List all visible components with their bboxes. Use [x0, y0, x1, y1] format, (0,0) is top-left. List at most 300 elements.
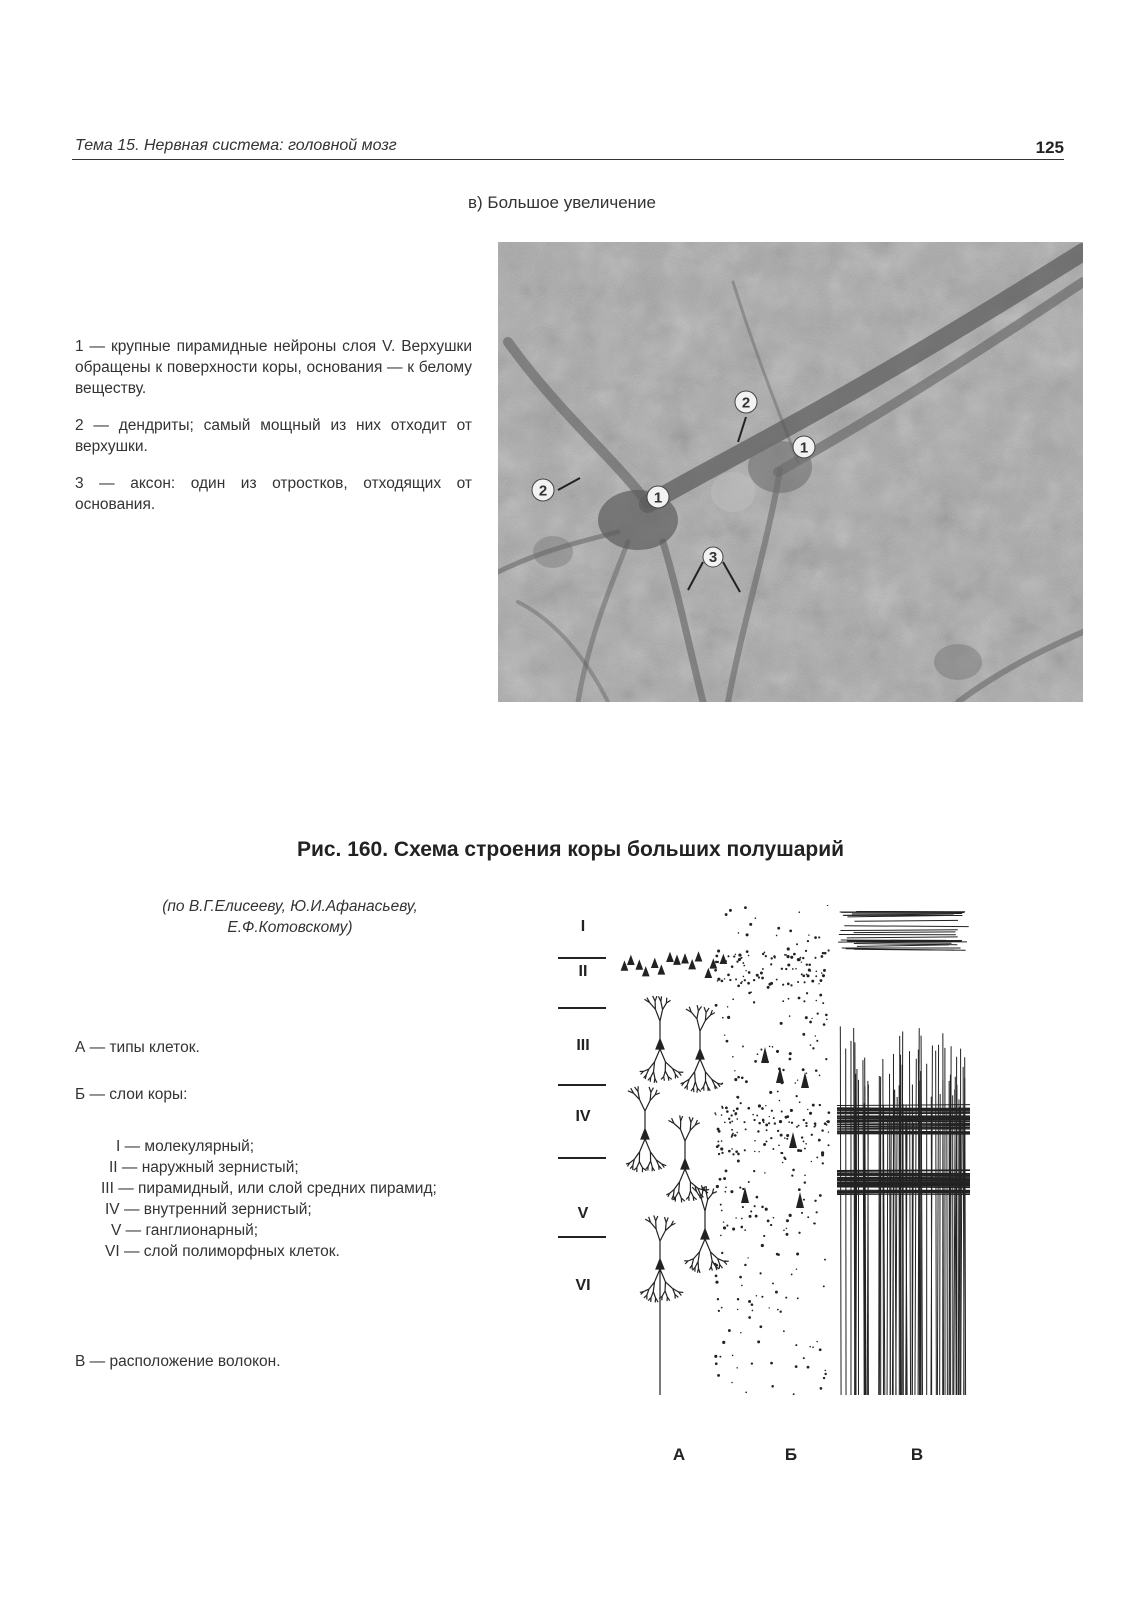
cell-dot [811, 1018, 812, 1019]
cell-dot [767, 986, 770, 989]
dendrite [645, 1100, 650, 1111]
cell-dot [802, 974, 805, 977]
dendrite [660, 1231, 665, 1241]
cell-dot [762, 968, 764, 970]
cell-dot [731, 1136, 733, 1138]
cell-dot [788, 998, 790, 1000]
stria-fiber [837, 1109, 970, 1110]
dendrite [698, 1006, 701, 1010]
cell-dot [758, 1151, 759, 1152]
cell-dot [772, 1283, 774, 1285]
cell-dot [806, 963, 808, 965]
cell-dot [789, 1052, 792, 1055]
cell-dot [742, 962, 744, 964]
cell-dot [789, 1058, 792, 1061]
cell-dot [748, 1300, 751, 1303]
cell-dot [744, 979, 746, 981]
dendrite [691, 1117, 693, 1122]
cell-dot [814, 1122, 817, 1125]
stria-fiber [837, 1191, 970, 1192]
layer-label-2: II [578, 963, 588, 980]
dendrite [656, 1216, 658, 1221]
cell-dot [818, 983, 819, 984]
cell-dot [769, 1046, 771, 1048]
dendrite [697, 1011, 698, 1019]
cell-dot [771, 1110, 773, 1112]
large-pyramid [796, 1192, 804, 1208]
cell-dot [781, 1111, 783, 1113]
cell-dot [763, 1143, 766, 1146]
cell-dot [803, 1357, 805, 1359]
layer-label-4: IV [575, 1108, 591, 1125]
layer-item-1: I — молекулярный; [116, 1138, 255, 1155]
cell-dot [744, 1264, 746, 1266]
cell-dot [805, 950, 807, 952]
cell-dot [732, 998, 734, 1000]
cell-dot [770, 963, 772, 965]
cell-dot [815, 970, 817, 972]
dendrite [715, 1085, 716, 1089]
cell-dot [718, 1310, 720, 1312]
dendrite [697, 1019, 700, 1031]
section-subtitle: в) Большое увеличение [468, 193, 656, 212]
cell-dot [811, 980, 814, 983]
radial-fiber [887, 1117, 888, 1395]
cell-dot [731, 1148, 733, 1150]
dendrite [637, 1162, 640, 1168]
cell-dot [725, 1186, 727, 1188]
cell-dot [728, 1329, 731, 1332]
cell-dot [823, 1023, 826, 1026]
dendrite [653, 1292, 655, 1298]
cell-dot [809, 1112, 812, 1115]
cell-dot [773, 1217, 775, 1219]
cell-dot [802, 957, 804, 959]
pyramidal-soma [681, 1159, 689, 1169]
cell-dot [722, 1341, 725, 1344]
radial-fiber [940, 1094, 941, 1395]
cell-dot [816, 1211, 818, 1213]
cell-dot [780, 1134, 783, 1137]
layer-divider [558, 1084, 606, 1086]
layer-divider [558, 957, 606, 959]
granule-cell [652, 959, 658, 967]
cell-dot [786, 1219, 789, 1222]
cell-dot [751, 1303, 754, 1306]
cell-dot [792, 1169, 795, 1172]
dendrite [650, 1152, 656, 1160]
cell-dot [744, 1149, 746, 1151]
cell-dot [807, 940, 809, 942]
cell-dot [734, 1078, 737, 1081]
cell-dot [790, 984, 792, 986]
dendrite [689, 1072, 694, 1079]
dendrite [705, 1239, 710, 1252]
cell-dot [808, 968, 811, 971]
cell-dot [742, 1046, 744, 1048]
radial-fiber [936, 1051, 937, 1395]
cell-dot [720, 1235, 722, 1237]
cell-dot [828, 1111, 831, 1114]
cell-dot [717, 1141, 719, 1143]
dendrite [655, 1269, 660, 1282]
cell-dot [827, 949, 829, 951]
cell-dot [765, 955, 767, 957]
cell-dot [793, 1393, 795, 1395]
cell-dot [734, 1070, 735, 1071]
cell-dot [788, 1121, 790, 1123]
dendrite [704, 1007, 706, 1012]
cell-dot [769, 1307, 770, 1308]
cell-dot [736, 1367, 737, 1368]
cell-dot [771, 957, 773, 959]
cell-dot [720, 1147, 723, 1150]
cell-dot [730, 1190, 733, 1193]
fibers-drawing [837, 911, 970, 1395]
cell-dot [786, 1138, 788, 1140]
cell-dot [756, 1196, 759, 1199]
cell-dot [717, 950, 720, 953]
cell-dot [754, 1060, 757, 1063]
cell-dot [735, 978, 737, 980]
cell-dot [782, 1162, 784, 1164]
granule-cell [643, 968, 649, 976]
cell-dot [810, 1044, 812, 1046]
cell-dot [805, 1016, 808, 1019]
cell-dot [737, 1096, 739, 1098]
cell-dot [771, 1385, 774, 1388]
page-number: 125 [1035, 138, 1064, 157]
granule-cell [705, 969, 711, 977]
cell-dot [761, 1296, 763, 1298]
cell-dot [814, 936, 817, 939]
cell-dot [783, 1229, 785, 1231]
cell-dot [797, 981, 799, 983]
cell-dot [717, 1144, 719, 1146]
cell-dot [744, 1229, 746, 1231]
cell-dot [765, 1105, 766, 1106]
cell-dot [818, 1139, 821, 1142]
dendrite [654, 1072, 655, 1079]
cell-dot [804, 1174, 806, 1176]
cell-dot [732, 1153, 734, 1155]
cell-dot [819, 1075, 821, 1077]
cell-dot [790, 956, 793, 959]
cell-dot [766, 1140, 768, 1142]
granule-cell [658, 966, 664, 974]
cell-dot [820, 1387, 823, 1390]
dendrite [693, 1082, 695, 1088]
cell-dot [731, 1382, 733, 1384]
dendrite [685, 1130, 690, 1141]
cell-dot [754, 1205, 756, 1207]
cell-dot [714, 1112, 716, 1114]
cell-dot [811, 1161, 812, 1162]
cell-dot [811, 1134, 813, 1136]
cell-dot [780, 1152, 782, 1154]
cell-dot [827, 1144, 829, 1146]
cell-dot [767, 1219, 770, 1222]
cell-dot [798, 1125, 800, 1127]
cell-dot [743, 976, 745, 978]
cell-dot [739, 1187, 741, 1189]
cell-dot [735, 954, 736, 955]
cell-dot [786, 1134, 789, 1137]
cell-dot [745, 970, 746, 971]
cell-dot [747, 982, 750, 985]
dendrite [705, 1072, 711, 1079]
cell-dot [721, 1210, 723, 1212]
cell-dot [753, 979, 755, 981]
stria-fiber [837, 1121, 970, 1122]
cell-dot [804, 981, 806, 983]
cell-dot [715, 1114, 716, 1115]
cell-dot [776, 1253, 779, 1256]
cell-dot [798, 911, 800, 913]
cell-dot [717, 980, 718, 981]
cell-dot [759, 1325, 762, 1328]
cell-dot [718, 1153, 720, 1155]
cell-dot [750, 1210, 752, 1212]
cell-dot [778, 1144, 780, 1146]
cell-dot [714, 969, 717, 972]
dendrite [711, 1261, 712, 1267]
cell-dot [773, 955, 776, 958]
layer-item-4: IV — внутренний зернистый; [105, 1201, 312, 1218]
cell-dot [765, 1123, 768, 1126]
layer-item-6: VI — слой полиморфных клеток. [105, 1243, 340, 1260]
cell-dot [791, 1122, 793, 1124]
cell-dot [761, 977, 764, 980]
cell-dot [769, 1116, 770, 1117]
dendrite [666, 1218, 668, 1223]
dendrite [700, 1239, 705, 1252]
cell-dot [824, 952, 827, 955]
cell-dot [806, 1073, 807, 1074]
cell-dot [741, 1285, 743, 1287]
cell-dot [728, 1118, 730, 1120]
cell-dot [757, 1130, 759, 1132]
micrograph [498, 242, 1083, 702]
cell-dot [816, 1040, 818, 1042]
cell-dot [774, 1122, 776, 1124]
dendrite [655, 996, 657, 1001]
cell-dot [826, 1018, 828, 1020]
cell-dot [797, 1149, 800, 1152]
cell-dot [789, 930, 792, 933]
column-label-a: А [672, 1445, 686, 1464]
cell-dot [796, 1126, 798, 1128]
cell-dot [721, 1114, 723, 1116]
dendrite [705, 1200, 708, 1211]
cell-dot [737, 1076, 740, 1079]
cell-dot [770, 982, 773, 985]
tangential-fiber [854, 932, 956, 933]
svg-text:2: 2 [741, 394, 751, 412]
dendrite [685, 1169, 690, 1182]
cell-dot [719, 1356, 721, 1358]
dendrite [661, 1002, 663, 1010]
dendrite [679, 1192, 682, 1198]
granule-cell [720, 955, 726, 963]
cell-dot [723, 1226, 726, 1229]
cell-dot [782, 984, 784, 986]
cell-dot [815, 975, 817, 977]
cell-dot [734, 1112, 737, 1115]
cell-dot [760, 1049, 762, 1051]
cell-dot [761, 1107, 764, 1110]
cell-dot [758, 1122, 761, 1125]
cell-dot [828, 1131, 829, 1132]
cell-dot [758, 1104, 761, 1107]
dendrite [649, 1087, 651, 1092]
cell-dot [745, 1128, 747, 1130]
header-rule [72, 159, 1064, 160]
cell-dot [737, 985, 740, 988]
cell-dot [732, 1355, 734, 1357]
cell-dot [737, 1309, 738, 1310]
cell-dot [805, 1125, 807, 1127]
cell-dot [748, 1316, 751, 1319]
cell-dot [765, 1208, 768, 1211]
dendrite [651, 1292, 653, 1298]
dendrite [650, 1003, 656, 1010]
cell-dot [795, 1344, 797, 1346]
layer-label-1: I [580, 918, 586, 935]
cell-dot [787, 983, 790, 986]
cell-dot [724, 1191, 726, 1193]
cell-dot [809, 1346, 811, 1348]
dendrite [708, 1194, 713, 1200]
cell-dot [805, 1143, 807, 1145]
cell-dot [780, 1022, 783, 1025]
cell-dot [737, 1298, 739, 1300]
cell-dot [770, 1362, 773, 1365]
cell-dot [724, 1035, 725, 1036]
cell-dot [731, 1129, 733, 1131]
cell-dot [757, 1340, 760, 1343]
granule-cell [628, 956, 634, 964]
marker-1-left [647, 486, 669, 508]
cell-dot [731, 1120, 733, 1122]
cell-dot [825, 1058, 827, 1060]
radial-fiber [943, 1033, 944, 1395]
layer-divider [558, 1007, 606, 1009]
dendrite [701, 1191, 702, 1199]
cell-dot [755, 917, 757, 919]
cell-dot [748, 1181, 750, 1183]
cell-dot [777, 1091, 779, 1093]
marker-2-upper [735, 391, 757, 413]
cell-dot [816, 1156, 818, 1158]
dendrite [640, 1292, 644, 1293]
cell-dot [714, 1263, 717, 1266]
cell-dot [770, 1137, 772, 1139]
cell-dot [732, 1056, 734, 1058]
cell-dot [741, 981, 743, 983]
cell-dot [715, 1274, 718, 1277]
granule-cell [621, 962, 627, 970]
legend-item-1: 1 — крупные пирамидные нейроны слоя V. Верхушки обращены к поверхности коры, основания — к белому веществу. [75, 338, 472, 397]
cell-dot [726, 1225, 728, 1227]
cell-dot [817, 1013, 819, 1015]
cell-dot [723, 1177, 726, 1180]
dendrite [645, 1139, 650, 1152]
cell-dot [748, 971, 751, 974]
cell-dot [776, 979, 778, 981]
cell-dot [754, 1151, 756, 1153]
radial-fiber [840, 1026, 841, 1395]
cell-dot [808, 964, 811, 967]
cell-dot [715, 1004, 718, 1007]
cell-dot [756, 974, 759, 977]
cell-dot [721, 1082, 723, 1084]
cell-dot [726, 1040, 729, 1043]
cell-dot [777, 1309, 779, 1311]
cell-dot [738, 932, 740, 934]
cell-dot [740, 1332, 741, 1333]
marker-2-left [532, 479, 554, 501]
cell-dot [776, 935, 778, 937]
cell-dot [742, 1188, 744, 1190]
cell-dot [808, 934, 809, 935]
dendrite [665, 1071, 668, 1077]
cell-dot [812, 1047, 814, 1049]
cell-dot [791, 1274, 793, 1276]
legend-item-2: 2 — дендриты; самый мощный из них отходит от верхушки. [75, 417, 472, 455]
cell-dot [777, 927, 780, 930]
dendrite [700, 1059, 705, 1072]
cell-dot [807, 1109, 808, 1110]
cell-dot [753, 1119, 755, 1121]
cell-dot [729, 979, 731, 981]
cell-dot [745, 1080, 748, 1083]
cell-dot [721, 1307, 723, 1309]
cell-dot [766, 1129, 768, 1131]
cell-dot [815, 1035, 816, 1036]
cell-dot [801, 973, 803, 975]
cell-dot [791, 1175, 793, 1177]
dendrite [697, 1005, 698, 1011]
cell-dot [796, 943, 798, 945]
cell-dot [823, 969, 826, 972]
cell-dot [789, 1015, 791, 1017]
cell-dot [760, 972, 763, 975]
stria-fiber [837, 1117, 970, 1118]
cell-dot [752, 1310, 754, 1312]
dendrite [701, 1199, 705, 1211]
cell-dot [749, 923, 752, 926]
cell-dot [819, 979, 822, 982]
cell-dot [736, 1107, 739, 1110]
cell-dot [723, 1221, 724, 1222]
dendrite [660, 1269, 665, 1282]
granule-cell [674, 956, 680, 964]
dendrite [656, 1229, 660, 1241]
cell-dot [797, 1297, 799, 1299]
cell-dot [741, 1076, 744, 1079]
cell-dot [745, 1391, 747, 1393]
cell-dot [717, 1298, 719, 1300]
cell-dot [819, 1348, 822, 1351]
cell-dot [801, 1212, 803, 1214]
dendrite [681, 1116, 683, 1121]
pyramidal-soma [701, 1229, 709, 1239]
cell-dot [748, 955, 750, 957]
cell-dot [743, 965, 745, 967]
cell-dot [803, 1119, 805, 1121]
cell-dot [742, 1206, 744, 1208]
